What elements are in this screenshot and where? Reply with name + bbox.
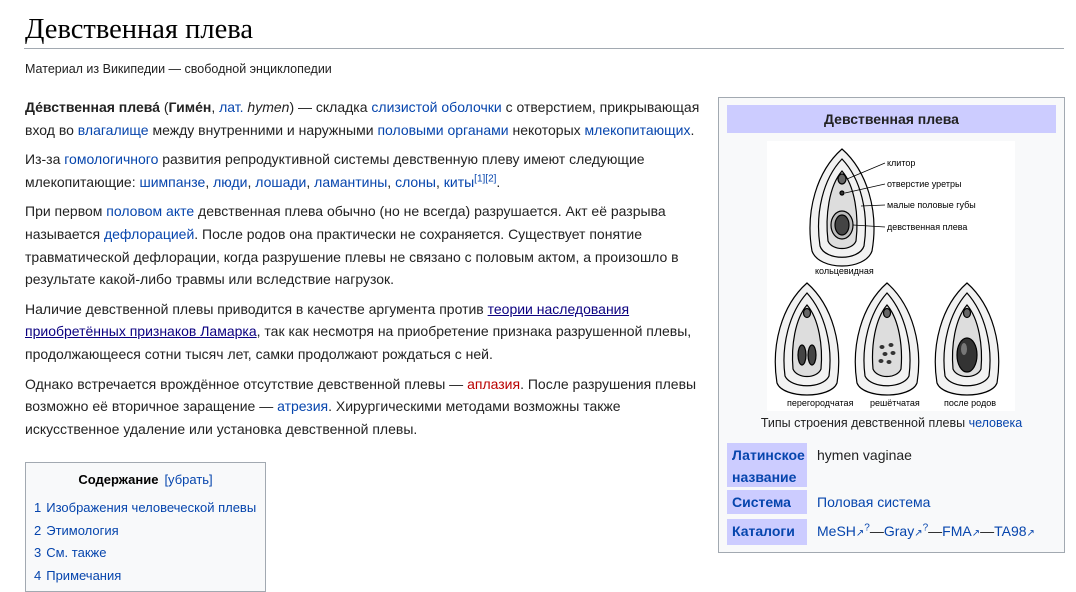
- text: ,: [387, 173, 396, 190]
- external-link-icon: ↗: [855, 528, 865, 539]
- latin-name-value: hymen vaginae: [817, 447, 912, 463]
- text: девственная плева обычно (но не всегда) разрушается. Акт её разрыва называется: [25, 203, 666, 242]
- system-value-cell: [817, 490, 930, 513]
- toc-number: 1: [34, 500, 42, 515]
- text: некоторых: [508, 121, 585, 138]
- caption-text: Типы строения девственной плевы: [760, 416, 969, 430]
- text: с отверстием, прикрывающая вход во: [25, 99, 700, 138]
- row-catalogs: [727, 519, 1056, 545]
- toc-label: Изображения человеческой плевы: [46, 500, 257, 515]
- cribriform-figure: [855, 283, 918, 395]
- link-humans[interactable]: люди: [213, 173, 248, 190]
- reference-link[interactable]: [1][2]: [474, 173, 497, 185]
- toc-number: 2: [34, 522, 42, 538]
- text: , так как несмотря на приобретение признака разрушенной плевы, продолжающееся сотни тысяч лет, самки продолжают рождаться с ней.: [25, 323, 692, 362]
- toc-item[interactable]: [34, 497, 265, 520]
- link-manatees[interactable]: ламантины: [314, 173, 388, 190]
- latin-term: hymen: [243, 99, 290, 115]
- toc-item[interactable]: [34, 542, 265, 565]
- link-elephants[interactable]: слоны: [395, 173, 436, 190]
- bold-term: Гиме́н: [168, 99, 212, 115]
- toc-item[interactable]: [34, 565, 265, 588]
- label-urethra: отверстие уретры: [887, 179, 962, 189]
- text: .: [690, 121, 695, 138]
- help-link[interactable]: ?: [922, 522, 929, 534]
- link-homologous[interactable]: гомологичного: [64, 151, 159, 168]
- external-link-icon: ↗: [971, 528, 981, 539]
- system-label-link[interactable]: Система: [732, 494, 791, 510]
- toc-list: [34, 497, 265, 587]
- table-of-contents: [25, 462, 266, 592]
- link-intercourse[interactable]: половом акте: [106, 203, 195, 220]
- system-label[interactable]: [727, 490, 807, 514]
- catalogs-label[interactable]: [727, 519, 807, 545]
- toc-title: Содержание: [78, 472, 159, 487]
- infobox-title: Девственная плева: [727, 105, 1056, 133]
- link-mammals[interactable]: млекопитающих: [584, 121, 691, 138]
- external-link-icon: ↗: [1026, 528, 1035, 539]
- link-whales[interactable]: киты: [443, 173, 475, 190]
- link-mesh[interactable]: MeSH: [817, 523, 856, 539]
- toc-label: Примечания: [46, 567, 122, 583]
- paragraph-4: [25, 298, 705, 366]
- toc-number: 3: [34, 545, 42, 561]
- postpartum-figure: [935, 283, 998, 395]
- text: ,: [205, 173, 214, 190]
- text: ,: [211, 99, 220, 115]
- link-genital-organs[interactable]: половыми органами: [377, 121, 509, 138]
- catalogs-value: [817, 519, 1035, 545]
- paragraph-5: [25, 373, 705, 441]
- toc-toggle-link[interactable]: [убрать]: [164, 472, 213, 487]
- paragraph-3: [25, 200, 705, 290]
- link-ta98[interactable]: TA98: [994, 523, 1027, 539]
- external-link-icon: ↗: [914, 528, 923, 539]
- text: . После разрушения плевы возможно её вторичное заращение —: [25, 375, 697, 415]
- label-labia: малые половые губы: [887, 200, 976, 210]
- latin-name-label: Латинское название: [727, 443, 807, 487]
- text: ,: [247, 173, 256, 190]
- paragraph-2: [25, 148, 705, 193]
- text: ,: [306, 173, 315, 190]
- row-system: [727, 490, 1056, 514]
- septate-figure: [775, 283, 838, 395]
- catalogs-label-link[interactable]: Каталоги: [732, 523, 795, 539]
- link-human[interactable]: человека: [968, 416, 1023, 430]
- title-divider: [24, 48, 1064, 49]
- toc-number: 4: [34, 567, 42, 583]
- label-postpartum: после родов: [944, 398, 996, 408]
- text: ) — складка: [289, 99, 372, 115]
- label-hymen: девственная плева: [887, 222, 968, 232]
- separator: —: [980, 523, 995, 539]
- link-latin[interactable]: лат.: [219, 99, 244, 115]
- text: ,: [435, 173, 444, 190]
- toc-item[interactable]: [34, 520, 265, 543]
- label-cribriform: решётчатая: [870, 398, 920, 408]
- text: Однако встречается врождённое отсутствие девственной плевы —: [25, 375, 468, 392]
- link-horses[interactable]: лошади: [255, 173, 307, 190]
- article-body: [25, 96, 705, 447]
- link-mucous-membrane[interactable]: слизистой оболочки: [371, 99, 502, 115]
- infobox: [718, 97, 1065, 553]
- system-value-link[interactable]: Половая система: [817, 494, 931, 510]
- toc-header: [26, 472, 265, 487]
- hymen-types-diagram[interactable]: [767, 141, 1015, 411]
- link-fma[interactable]: FMA: [942, 523, 972, 539]
- separator: —: [869, 523, 884, 539]
- text: Из-за: [25, 151, 65, 168]
- text: Наличие девственной плевы приводится в качестве аргумента против: [25, 300, 488, 317]
- page-subtitle: Материал из Википедии — свободной энциклопедии: [25, 62, 332, 76]
- text: между внутренними и наружными: [148, 121, 378, 138]
- link-chimpanzee[interactable]: шимпанзе: [139, 173, 206, 190]
- toc-label: См. также: [46, 545, 107, 561]
- text: . После родов она практически не сохраняется. Существует понятие травматической дефлорации, когда разрушение плевы не связано с половым актом, а произошло в результате какой-либо травмы или вследствие нагрузок.: [25, 225, 679, 288]
- link-atresia[interactable]: атрезия: [277, 398, 329, 415]
- text: .: [496, 173, 501, 190]
- label-annular: кольцевидная: [815, 266, 874, 276]
- link-lamarck-theory[interactable]: теории наследования приобретённых признаков Ламарка: [25, 300, 630, 340]
- help-link[interactable]: ?: [864, 522, 870, 534]
- link-gray[interactable]: Gray: [883, 523, 915, 539]
- type-labels: [787, 398, 996, 408]
- row-latin-name: [727, 443, 1056, 487]
- annular-figure: [810, 149, 874, 266]
- text: При первом: [25, 203, 107, 220]
- link-defloration[interactable]: дефлорацией: [103, 225, 195, 242]
- paragraph-1: [25, 96, 705, 141]
- label-septate: перегородчатая: [787, 398, 854, 408]
- link-vagina[interactable]: влагалище: [77, 121, 149, 138]
- toc-label: Этимология: [46, 522, 119, 538]
- text: . Хирургическими методами возможны также искусственное удаление или установка девственной плевы.: [25, 398, 621, 437]
- link-aplasia[interactable]: аплазия: [467, 375, 521, 392]
- bold-term: Де́вственная плева́: [25, 99, 160, 115]
- label-clitoris: клитор: [887, 158, 916, 168]
- separator: —: [928, 523, 943, 539]
- page-title: Девственная плева: [25, 14, 254, 45]
- text: (: [159, 99, 169, 115]
- infobox-caption: [727, 416, 1056, 430]
- text: развития репродуктивной системы девственную плеву имеют следующие млекопитающие:: [25, 151, 645, 190]
- diagram-svg: [767, 141, 1015, 411]
